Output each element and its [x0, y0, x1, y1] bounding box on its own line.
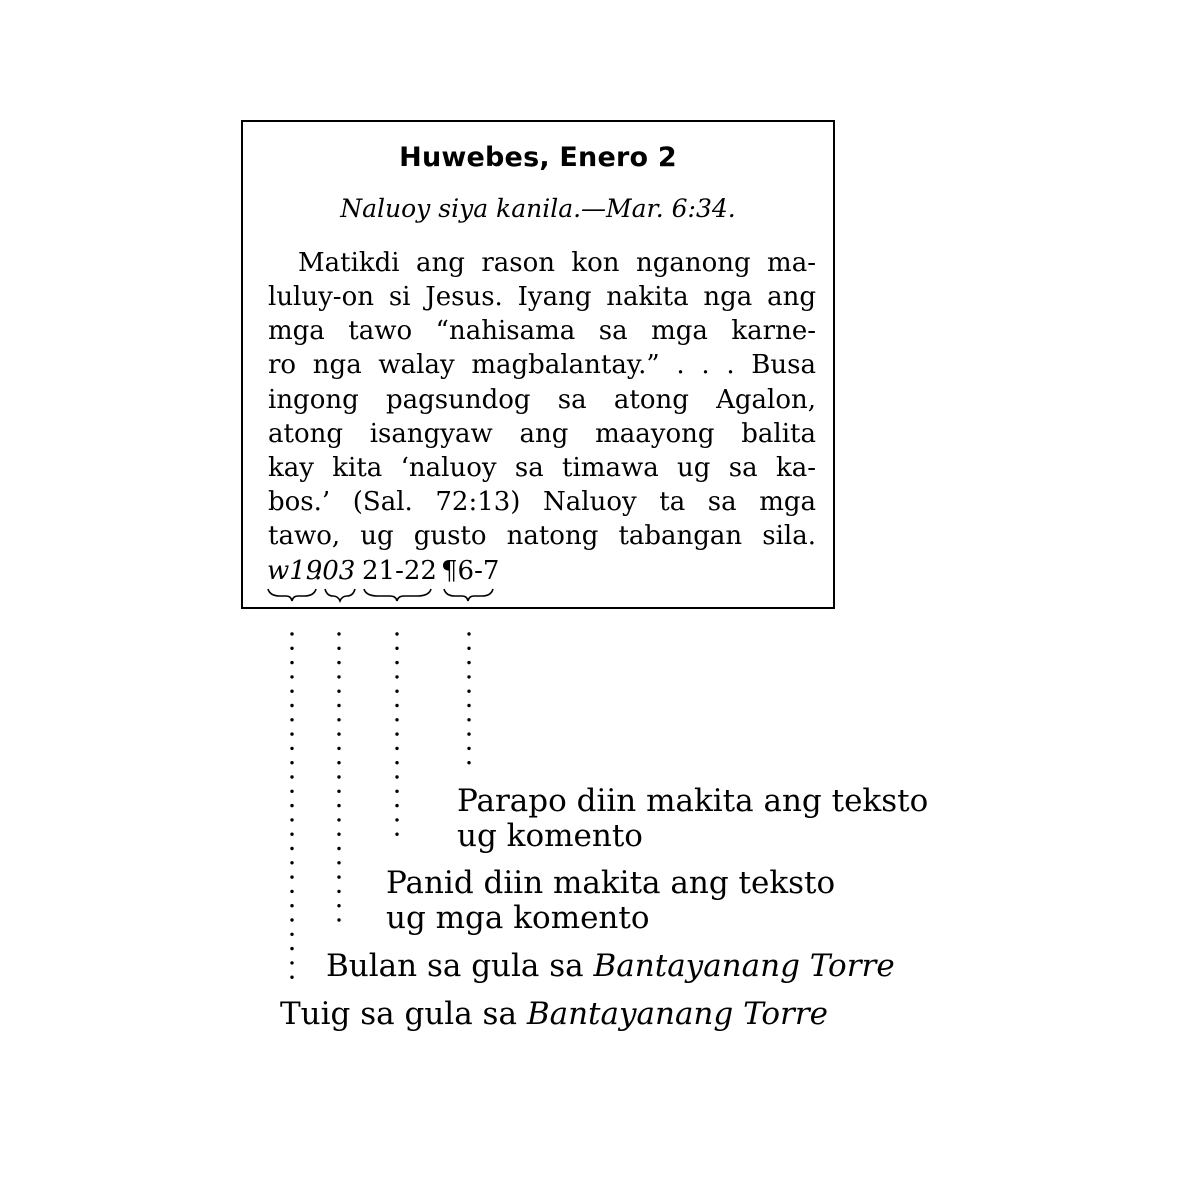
- leader-dot: [337, 732, 340, 735]
- brace-year: [268, 589, 316, 601]
- leader-dot: [290, 761, 293, 764]
- leader-dot: [290, 775, 293, 778]
- leader-dot: [467, 632, 470, 635]
- leader-dot: [395, 647, 398, 650]
- leader-dot: [467, 704, 470, 707]
- brace-month: [325, 589, 355, 601]
- leader-dot: [395, 790, 398, 793]
- leader-dot: [395, 833, 398, 836]
- body-line: Matikdi ang rason kon nganong ma-: [298, 248, 816, 278]
- card-date-title: Huwebes, Enero 2: [399, 142, 677, 173]
- leader-dot: [290, 847, 293, 850]
- leader-dot: [337, 790, 340, 793]
- leader-dot: [395, 732, 398, 735]
- leader-dot: [467, 690, 470, 693]
- leader-dot: [290, 732, 293, 735]
- leader-dot: [395, 747, 398, 750]
- leader-dot: [337, 747, 340, 750]
- leader-dot: [290, 704, 293, 707]
- leader-dot: [337, 833, 340, 836]
- leader-dot: [337, 890, 340, 893]
- leader-dot: [337, 875, 340, 878]
- body-line: kay kita ‘naluoy sa timawa ug sa ka-: [268, 453, 816, 483]
- leader-dot: [467, 647, 470, 650]
- leader-dot: [337, 818, 340, 821]
- leader-dot: [290, 961, 293, 964]
- leader-dot: [395, 675, 398, 678]
- leader-dot: [395, 718, 398, 721]
- leader-dot: [337, 704, 340, 707]
- leader-dot: [337, 918, 340, 921]
- label-page-line-1: Panid diin makita ang teksto: [386, 865, 836, 901]
- leader-dot: [337, 861, 340, 864]
- body-line: atong isangyaw ang maayong balita: [268, 419, 816, 449]
- leader-dot: [337, 847, 340, 850]
- reference-pages: 21-22: [362, 556, 437, 586]
- label-month: Bulan sa gula sa Bantayanang Torre: [326, 948, 895, 984]
- leader-dot: [290, 818, 293, 821]
- leader-dot: [290, 976, 293, 979]
- leader-dot: [395, 690, 398, 693]
- leader-dot: [290, 833, 293, 836]
- leader-dot: [467, 675, 470, 678]
- brace-pages: [364, 589, 431, 601]
- leader-year: [290, 632, 293, 979]
- leader-dot: [337, 804, 340, 807]
- leader-month: [337, 632, 340, 921]
- leader-dot: [337, 761, 340, 764]
- leader-dot: [290, 875, 293, 878]
- leader-dot: [290, 747, 293, 750]
- leader-dot: [290, 690, 293, 693]
- leader-dot: [290, 947, 293, 950]
- leader-dot: [290, 632, 293, 635]
- leader-dot: [290, 861, 293, 864]
- leader-dot: [337, 775, 340, 778]
- leader-dot: [467, 761, 470, 764]
- leader-dot: [337, 647, 340, 650]
- body-line: luluy-on si Jesus. Iyang nakita nga ang: [268, 282, 816, 312]
- leader-dot: [395, 775, 398, 778]
- leader-dot: [290, 661, 293, 664]
- leader-dot: [395, 632, 398, 635]
- brace-paragraphs: [444, 589, 493, 601]
- leader-dot: [337, 661, 340, 664]
- leader-dot: [337, 718, 340, 721]
- body-line: ingong pagsundog sa atong Agalon,: [268, 385, 816, 415]
- leader-dot: [337, 904, 340, 907]
- leader-dot: [290, 790, 293, 793]
- body-line: bos.’ (Sal. 72:13) Naluoy ta sa mga: [268, 487, 816, 517]
- reference-braces: [268, 589, 493, 601]
- leader-dot: [337, 632, 340, 635]
- leader-dot: [290, 933, 293, 936]
- leader-dot: [467, 718, 470, 721]
- publication-name: Bantayanang Torre: [526, 996, 829, 1032]
- leader-dot: [467, 732, 470, 735]
- card-theme-verse: Naluoy siya kanila.—Mar. 6:34.: [340, 194, 736, 223]
- leader-dot: [290, 718, 293, 721]
- leader-dot: [290, 647, 293, 650]
- label-page-line-2: ug mga komento: [386, 900, 650, 936]
- leader-dot: [395, 804, 398, 807]
- body-line: tawo, ug gusto natong tabangan sila.: [268, 521, 816, 551]
- leader-dot: [337, 675, 340, 678]
- leader-dot: [290, 904, 293, 907]
- leader-dot: [395, 761, 398, 764]
- leader-dot: [395, 818, 398, 821]
- leader-pages: [395, 632, 398, 836]
- body-line: ro nga walay magbalantay.” . . . Busa: [268, 350, 816, 380]
- leader-dot: [395, 704, 398, 707]
- leader-paragraphs: [467, 632, 470, 764]
- reference-paragraphs: ¶6-7: [441, 556, 500, 586]
- leader-dot: [290, 675, 293, 678]
- reference-year: w19: [267, 556, 323, 586]
- leader-dot: [467, 747, 470, 750]
- leader-dot: [395, 661, 398, 664]
- leader-dot: [290, 890, 293, 893]
- label-year: Tuig sa gula sa Bantayanang Torre: [280, 996, 829, 1032]
- publication-name: Bantayanang Torre: [593, 948, 895, 984]
- leader-dot: [290, 804, 293, 807]
- body-line: mga tawo “nahisama sa mga karne-: [268, 316, 816, 346]
- leader-dot: [290, 918, 293, 921]
- leader-dot: [467, 661, 470, 664]
- reference-month: .03: [314, 556, 356, 586]
- label-paragraph-line-1: Parapo diin makita ang teksto: [457, 783, 929, 819]
- label-paragraph-line-2: ug komento: [457, 818, 643, 854]
- leader-dot: [337, 690, 340, 693]
